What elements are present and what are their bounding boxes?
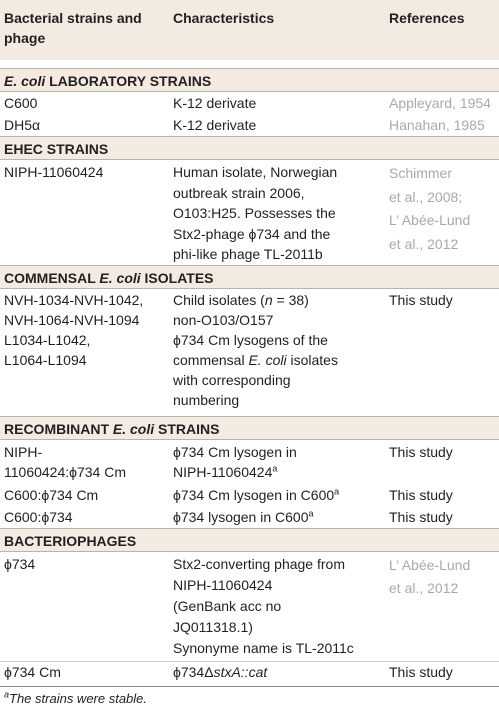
char-text: ϕ734 Cm lysogen in C600 [173,487,335,503]
footnote-text: The strains were stable. [9,691,148,706]
characteristics [173,485,389,505]
characteristics [173,507,389,527]
section-commensal-suffix: ISOLATES [140,270,214,286]
section-ehec [0,136,499,160]
header-strains: Bacterial strains and phage [4,10,142,46]
char-text: ϕ734 lysogen in C600 [173,509,309,525]
reference: This study [389,292,453,308]
char-italic-ecoli: E. coli [248,352,287,368]
characteristics [173,290,389,410]
characteristics [173,662,389,682]
strain-name: C600:ϕ734 Cm [4,487,99,503]
strain-name: ϕ734 [4,556,36,572]
footnote-marker: a [334,486,340,497]
reference: This study [389,509,453,525]
reference: L’ Abée-Lund et al., 2012 [389,557,471,596]
footnote-marker: a [308,508,314,519]
strain-name: ϕ734 Cm [4,664,61,680]
section-bacteriophages [0,528,499,552]
section-lab-strains [0,68,499,92]
strain-name: NIPH-11060424 [4,164,104,180]
reference: This study [389,664,453,680]
reference: Schimmer et al., 2008; L’ Abée-Lund et al., 2012 [389,165,471,252]
section-lab-italic: E. coli [4,73,46,89]
footnote-marker: a [272,463,278,474]
char-text: ϕ734 Cm lysogen in NIPH-11060424 [173,444,297,480]
reference: Hanahan, 1985 [389,117,485,133]
section-commensal-prefix: COMMENSAL [4,270,100,286]
footnote-marker: a [4,689,10,700]
strain-name: C600 [4,95,38,111]
header-references: References [389,10,465,26]
reference: Appleyard, 1954 [389,95,491,111]
reference: This study [389,444,453,460]
strain-name: DH5α [4,117,41,133]
section-recombinant-italic: E. coli [112,421,155,437]
characteristics: K-12 derivate [173,95,257,111]
section-phages-title: BACTERIOPHAGES [4,533,137,549]
strain-name: NIPH- 11060424:ϕ734 Cm [4,444,127,480]
char-italic-n: n [264,292,273,308]
table-bottom-rule [0,686,499,687]
char-text: isolates with corresponding numbering [173,352,338,408]
section-recombinant-prefix: RECOMBINANT [4,421,113,437]
char-text: ϕ734Δ [173,664,214,680]
header-characteristics: Characteristics [173,10,275,26]
characteristics [173,442,389,482]
section-recombinant [0,416,499,440]
characteristics: K-12 derivate [173,117,257,133]
section-recombinant-suffix: STRAINS [154,421,220,437]
table-header [0,0,499,60]
section-commensal [0,265,499,289]
reference: This study [389,487,453,503]
char-text: = 38) non-O103/O157 ϕ734 Cm lysogens of the commensal [173,292,328,368]
char-text: Child isolates ( [173,292,265,308]
characteristics: Human isolate, Norwegian outbreak strain 2006, O103:H25. Possesses the Stx2-phage ϕ734 and the phi-like phage TL-2011b [173,164,338,262]
section-commensal-italic: E. coli [99,270,141,286]
strain-name: NVH-1034-NVH-1042, NVH-1064-NVH-1094 L1034-L1042, L1064-L1094 [4,292,144,368]
characteristics: Stx2-converting phage from NIPH-11060424 (GenBank acc no JQ011318.1) Synonyme name is TL-2011c [173,556,354,656]
footnote [4,690,147,708]
section-lab-title: LABORATORY STRAINS [45,73,212,89]
section-ehec-title: EHEC STRAINS [4,141,109,157]
strain-name: C600:ϕ734 [4,509,73,525]
char-italic: stxA::cat [213,664,268,680]
